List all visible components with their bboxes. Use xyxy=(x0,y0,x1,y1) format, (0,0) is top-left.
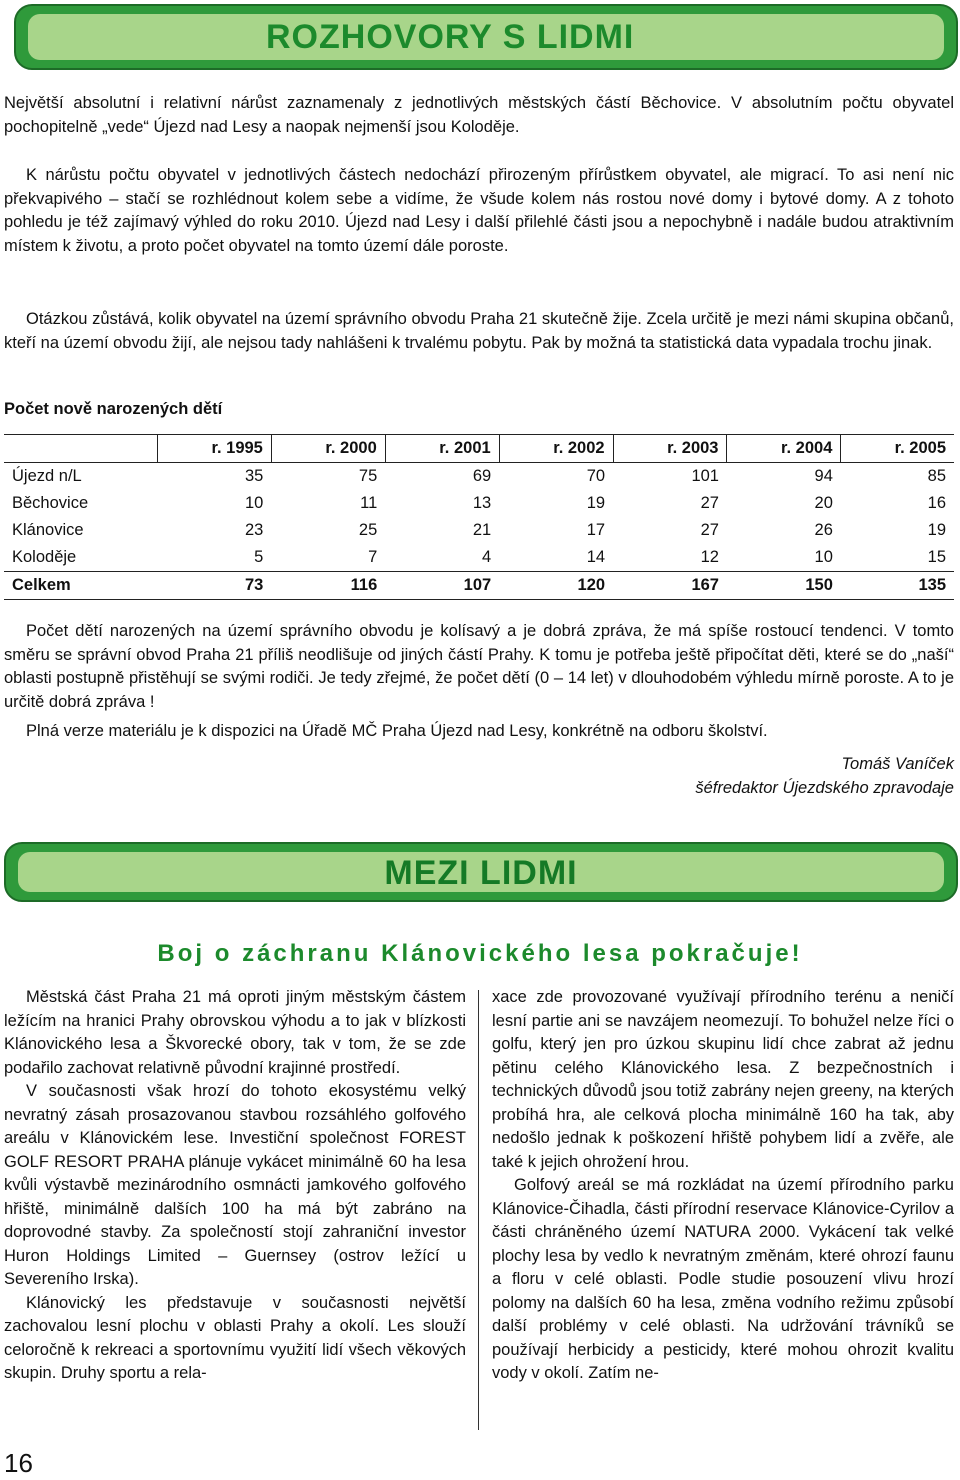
table-row xyxy=(4,463,954,491)
signature xyxy=(695,752,954,800)
table-cell: 25 xyxy=(358,521,378,539)
table-cell: 10 xyxy=(814,548,833,566)
table-cell: 101 xyxy=(691,467,719,485)
table-cell: 135 xyxy=(841,572,954,600)
table-cell: 26 xyxy=(814,521,833,539)
paragraph: Klánovický les představuje v současnosti největší zachovalou lesní plochu v oblasti Prahy a okolí. Les slouží celoročně k rekreaci a sportovnímu využití lidí všech věkových skupin. Druhy sportu a rela- xyxy=(4,1293,466,1382)
article-column-right xyxy=(492,986,954,1386)
table-cell: 69 xyxy=(472,467,492,485)
paragraph: V současnosti však hrozí do tohoto ekosystému velký nevratný zásah prosazovanou stavbou rozsáhlého golfového areálu v Klánovickém lese. Investiční společnost FOREST GOLF RESORT PRAHA plánuje vykácet minimálně 60 ha lesa kvůli výstavbě mezinárodního osmnácti jamkového golfového hřiště, minimálně dalších 100 ha má být zabráno na doprovodné stavby. Za společností stojí zahraniční investor Huron Holdings Limited – Guernsey (ostrov ležící u Severeního Irska). xyxy=(4,1082,466,1288)
table-cell: 167 xyxy=(613,572,727,600)
table-row xyxy=(4,517,954,544)
table-cell: 15 xyxy=(927,548,946,566)
table-header-row xyxy=(4,435,954,463)
table-cell: 5 xyxy=(254,548,264,566)
column-header: r. 2001 xyxy=(385,435,499,463)
table-cell: 150 xyxy=(727,572,841,600)
table-cell: 35 xyxy=(245,467,264,485)
column-header: r. 2004 xyxy=(727,435,841,463)
table-cell: 7 xyxy=(368,548,378,566)
section-banner-rozhovory xyxy=(14,4,958,70)
page-number: 16 xyxy=(4,1448,33,1478)
author-name: Tomáš Vaníček xyxy=(841,755,954,773)
column-header: r. 1995 xyxy=(157,435,271,463)
article-headline: Boj o záchranu Klánovického lesa pokračuje! xyxy=(157,940,803,967)
paragraph: xace zde provozované využívají přírodního terénu a neničí lesní partie ani se navzájem neomezují. To bohužel nelze říci o golfu, který jen pro úzkou skupinu lidí chce zabrat až jednu pětinu celého Klánovického lesa. Z bezpečnostních i technických důvodů jsou totiž zabrány nejen greeny, na kterých probíhá hra, ale celková plocha minimálně 160 ha tak, aby nedošlo jednak k poškození hřiště pohybem lidí a zvěře, ale také k jejich ohrožení hrou. xyxy=(492,988,954,1171)
article-column-left xyxy=(4,986,466,1386)
table-cell: 19 xyxy=(586,494,606,512)
paragraph: Největší absolutní i relativní nárůst zaznamenaly z jednotlivých městských částí Běchovice. V absolutním počtu obyvatel pochopitelně „vede“ Újezd nad Lesy a naopak nejmenší jsou Koloděje. xyxy=(4,94,954,136)
column-header: r. 2003 xyxy=(613,435,727,463)
row-label: Újezd n/L xyxy=(12,467,82,485)
table-cell: 107 xyxy=(385,572,499,600)
column-divider xyxy=(478,990,479,1430)
paragraph: Golfový areál se má rozkládat na území přírodního parku Klánovice-Čihadla, části přírodní reservace Klánovice-Cyrilov a části chráněného území NATURA 2000. Vykácení tak velké plochy lesa by vedlo k nevratným změnám, které ohrozí faunu a floru v celé oblasti. Podle studie posouzení vlivu hrozí polomy na dalších 60 ha lesa, změna vodního režimu způsobí další problémy v celé oblasti. Na udržování trávníků se používají herbicidy a pesticidy, které mohou ohrozit kvalitu vody v okolí. Zatím ne- xyxy=(492,1176,954,1382)
table-row xyxy=(4,490,954,517)
section-title: ROZHOVORY S LIDMI xyxy=(266,18,635,56)
table-row xyxy=(4,544,954,572)
column-header: r. 2002 xyxy=(499,435,613,463)
table-cell: 20 xyxy=(814,494,833,512)
table-cell: 70 xyxy=(586,467,606,485)
table-cell: 14 xyxy=(586,548,606,566)
table-title: Počet nově narozených dětí xyxy=(4,400,223,418)
table-cell: 23 xyxy=(245,521,264,539)
table-cell: 13 xyxy=(472,494,492,512)
paragraph: Městská část Praha 21 má oproti jiným městským částem ležícím na hranici Prahy obrovskou výhodu a to jak v blízkosti Klánovického lesa a Škvorecké obory, tak v tom, že se zde podařilo zachovat relativně původní krajinné prostředí. xyxy=(4,988,466,1077)
table-cell: 27 xyxy=(700,494,719,512)
paragraph: Otázkou zůstává, kolik obyvatel na území správního obvodu Praha 21 skutečně žije. Zcela určitě je mezi námi skupina občanů, kteří na území obvodu žijí, ale nejsou tady nahlášeni k trvalému pobytu. Pak by možná ta statistická data vypadala trochu jinak. xyxy=(4,310,954,352)
table-cell: 4 xyxy=(481,548,492,566)
paragraph: K nárůstu počtu obyvatel v jednotlivých částech nedochází přirozeným přírůstkem obyvatel, ale migrací. To asi není nic překvapivého – stačí se rozhlédnout kolem sebe a vidíme, že všude kolem nás rostou nové domy i bytové domy. A z tohoto pohledu je též zajímavý výhled do roku 2010. Újezd nad Lesy i další přilehlé části jsou a nepochybně i nadále budou atraktivním místem k životu, a proto počet obyvatel na tomto území dále poroste. xyxy=(4,166,954,255)
table-cell: 16 xyxy=(927,494,946,512)
table-cell: 120 xyxy=(499,572,613,600)
table-cell: 73 xyxy=(157,572,271,600)
row-label: Běchovice xyxy=(12,494,89,512)
section-title: MEZI LIDMI xyxy=(384,854,578,892)
row-label: Koloděje xyxy=(12,548,77,566)
paragraph: Počet dětí narozených na území správního obvodu je kolísavý a je dobrá zpráva, že má spíše rostoucí tendenci. V tomto směru se správní obvod Praha 21 příliš neodlišuje od jiných částí Prahy. K tomu je potřeba ještě připočítat děti, které se do „naší“ oblasti postupně přistěhují se svými rodiči. Je tedy zřejmé, že počet dětí (0 – 14 let) v dlouhodobém výhledu mírně poroste. A to je určitě dobrá zpráva ! xyxy=(4,622,954,711)
table-cell: 75 xyxy=(358,467,378,485)
table-cell: 21 xyxy=(472,521,492,539)
table-cell: 27 xyxy=(700,521,719,539)
row-label: Klánovice xyxy=(12,521,84,539)
column-header: r. 2005 xyxy=(841,435,954,463)
table-cell: 85 xyxy=(927,467,946,485)
table-cell: 94 xyxy=(814,467,833,485)
paragraph: Plná verze materiálu je k dispozici na Úřadě MČ Praha Újezd nad Lesy, konkrétně na odboru školství. xyxy=(26,722,768,740)
table-cell: 19 xyxy=(927,521,946,539)
author-role: šéfredaktor Újezdského zpravodaje xyxy=(695,779,954,797)
births-table xyxy=(4,434,954,600)
row-label: Celkem xyxy=(4,572,157,600)
table-corner xyxy=(4,435,157,463)
section-banner-mezi-lidmi xyxy=(4,842,958,902)
table-cell: 10 xyxy=(245,494,264,512)
column-header: r. 2000 xyxy=(271,435,385,463)
table-cell: 12 xyxy=(700,548,719,566)
table-cell: 116 xyxy=(271,572,385,600)
table-cell: 17 xyxy=(586,521,606,539)
table-cell: 11 xyxy=(360,494,378,512)
table-total-row xyxy=(4,572,954,600)
